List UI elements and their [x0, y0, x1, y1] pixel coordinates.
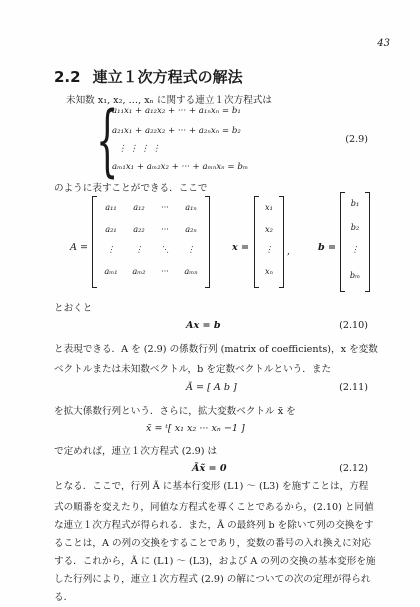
vector-x-label: x =: [232, 242, 250, 253]
comma: ,: [287, 246, 291, 257]
eq-number-2-12: (2.12): [339, 463, 368, 474]
vector-b-cell: b₁: [350, 198, 360, 208]
matrix-a-cell: a₁ₙ: [185, 202, 197, 212]
eq-2-11: Ã = [ A b ]: [186, 382, 237, 393]
matrix-a-cell: aₘ₂: [132, 266, 146, 276]
system-row-3: ⋮ ⋮ ⋮ ⋮: [118, 144, 161, 154]
system-row-4: aₘ₁x₁ + aₘ₂x₂ + ··· + aₘₙxₙ = bₘ: [112, 162, 249, 172]
vector-x-cell: x₁: [265, 202, 273, 212]
matrix-a-cell: ···: [161, 224, 169, 234]
matrix-a-cell: a₂₂: [133, 224, 145, 234]
paragraph: [54, 476, 384, 607]
vector-b-cell: ⋮: [350, 244, 360, 254]
vector-b: [340, 192, 370, 292]
matrix-a-cell: a₂₁: [105, 224, 117, 234]
eq-2-10: Ax = b: [186, 320, 221, 331]
matrix-a-label: A =: [70, 242, 89, 253]
paragraph-line: となる．ここで，行列 Ã に基本行変形 (L1) 〜 (L3) を施すことは，方程: [54, 481, 369, 492]
vector-x-cell: ⋮: [264, 244, 274, 254]
section-number: 2.2: [54, 68, 81, 86]
vector-b-cell: b₂: [350, 222, 360, 232]
vector-b-cell: bₘ: [349, 270, 361, 280]
eq-number-2-9: (2.9): [345, 134, 368, 145]
toku-text: とおくと: [54, 303, 93, 314]
vector-x-cell: xₙ: [265, 266, 273, 276]
paragraph-line: な連立１次方程式が得られる．また，Ã の最終列 b を除いて列の交換をす: [54, 519, 374, 531]
matrix-a-cell: a₁₁: [105, 202, 117, 212]
matrix-a-cell: a₁₂: [133, 202, 145, 212]
matrix-a-cell: ⋮: [186, 244, 196, 254]
matrix-a: [92, 196, 210, 288]
page-number: 43: [377, 38, 390, 49]
eq-number-2-10: (2.10): [339, 320, 368, 331]
body-line-2: ベクトルまたは未知数ベクトル，b を定数ベクトルという．また: [54, 364, 332, 375]
section-heading: [54, 66, 243, 87]
matrix-a-cell: ⋮: [106, 244, 116, 254]
paragraph-line: る．: [54, 591, 74, 603]
left-brace: {: [96, 96, 119, 186]
matrix-a-cell: aₘₙ: [184, 266, 198, 276]
matrix-a-cell: ···: [161, 266, 169, 276]
eq-2-12: Ãx̃ = 0: [192, 463, 227, 474]
vector-b-label: b =: [318, 242, 337, 253]
paragraph-line: ることは，A の列の交換をすることであり，変数の番号の入れ換えに対応: [54, 537, 371, 549]
section-title: 連立１次方程式の解法: [92, 68, 243, 86]
system-row-1: a₁₁x₁ + a₁₂x₂ + ··· + a₁ₙxₙ = b₁: [112, 106, 241, 116]
paragraph-line: 式の順番を変えたり，同値な方程式を導くことであるから，(2.10) と同値: [54, 501, 374, 513]
body-line-4: で定めれば，連立１次方程式 (2.9) は: [54, 446, 218, 457]
intro-text: 未知数 x₁, x₂, …, xₙ に関する連立１次方程式は: [66, 95, 272, 106]
matrix-a-cell: a₂ₙ: [185, 224, 197, 234]
matrix-a-cell: ⋱: [160, 244, 170, 254]
eq-number-2-11: (2.11): [339, 382, 368, 393]
after-system-text: のように表すことができる．ここで: [54, 183, 208, 194]
matrix-a-cell: ···: [161, 202, 169, 212]
paragraph-line: する．これから，Ã に (L1) 〜 (L3)，および A の列の交換の基本変形を施: [54, 555, 376, 567]
xtilde-definition: x̃ = ᵗ[ x₁ x₂ ··· xₙ −1 ]: [146, 423, 245, 434]
vector-x-cell: x₂: [265, 224, 273, 234]
vector-x: [254, 196, 284, 288]
body-line-3: を拡大係数行列という．さらに，拡大変数ベクトル x̃ を: [54, 406, 296, 417]
paragraph-line: した行列により，連立１次方程式 (2.9) の解についての次の定理が得られ: [54, 573, 371, 585]
matrix-a-cell: aₘ₁: [104, 266, 118, 276]
matrix-a-cell: ⋮: [134, 244, 144, 254]
system-row-2: a₂₁x₁ + a₂₂x₂ + ··· + a₂ₙxₙ = b₂: [112, 126, 241, 136]
body-line-1: と表現できる．A を (2.9) の係数行列 (matrix of coefficients)，x を変数: [54, 344, 378, 355]
